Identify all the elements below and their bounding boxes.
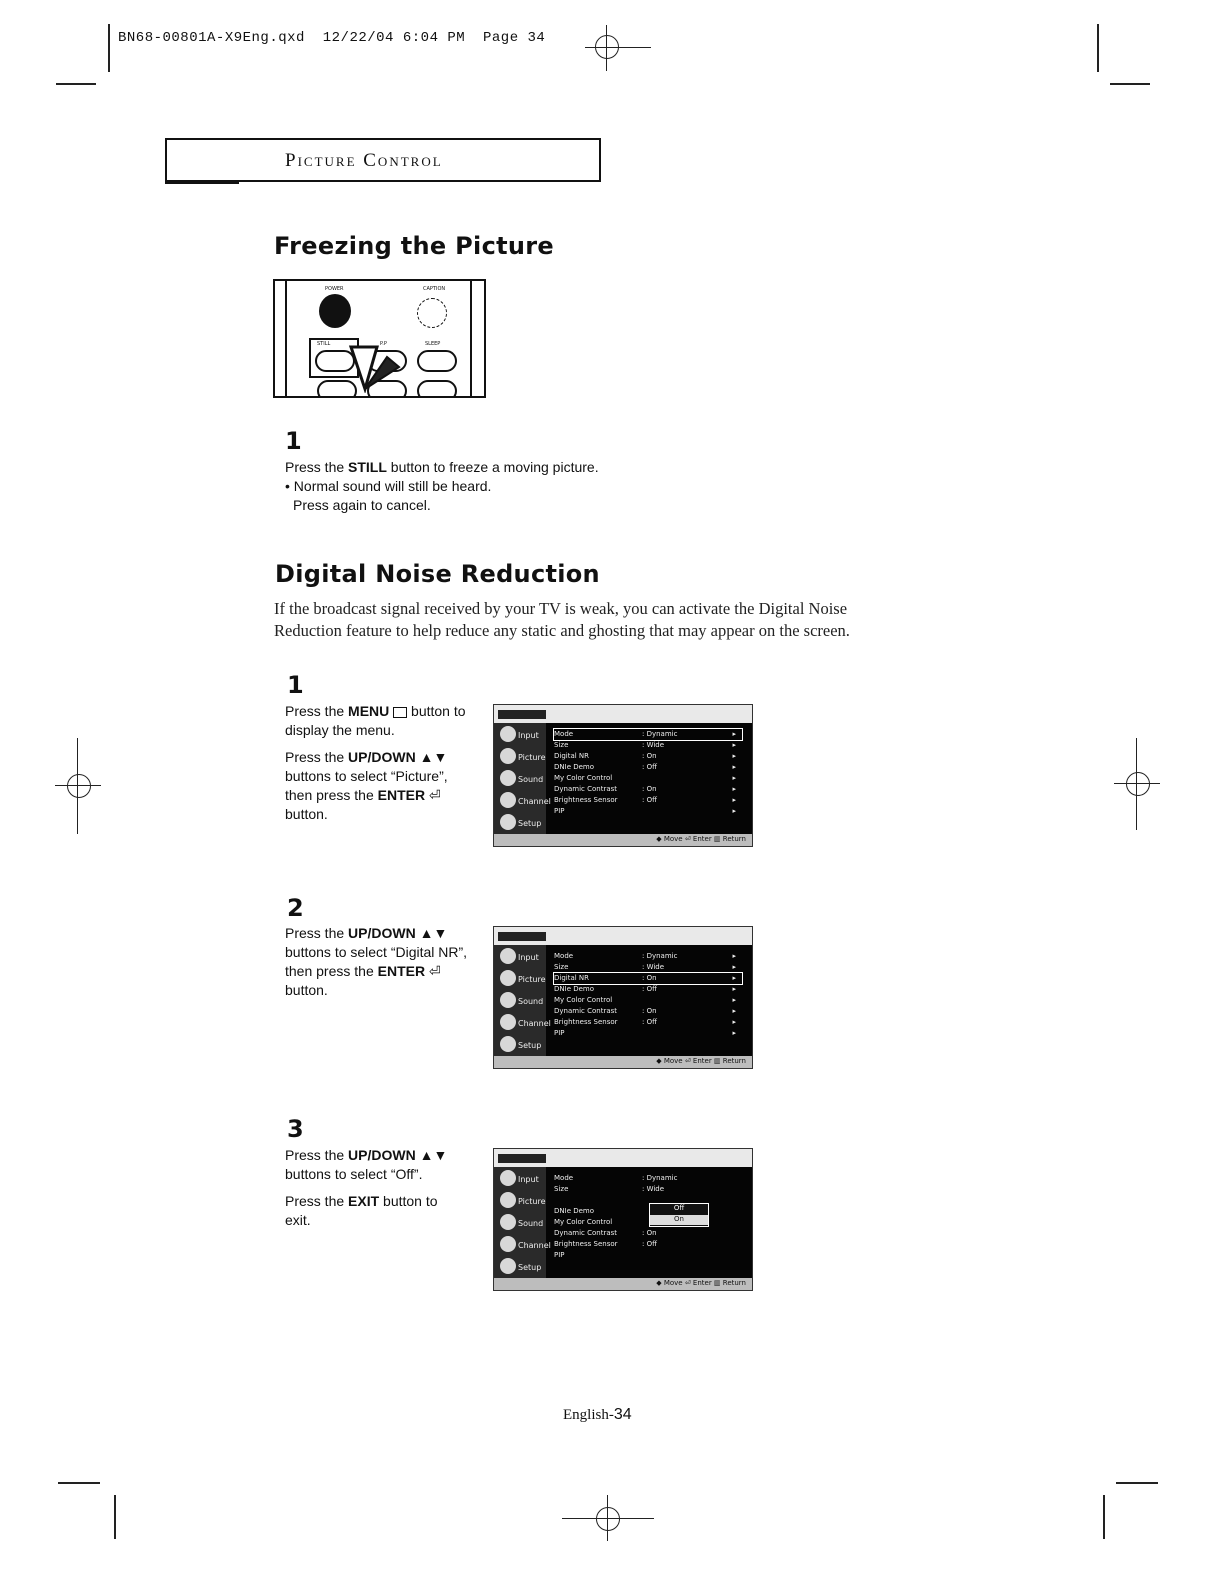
freeze-heading: Freezing the Picture — [274, 232, 554, 260]
crop-mark — [1110, 83, 1150, 85]
page-footer — [563, 1406, 632, 1424]
freeze-step-number: 1 — [285, 427, 302, 455]
footer-page-number: 34 — [613, 1406, 632, 1423]
footer-lang: English- — [563, 1407, 614, 1423]
dnr-intro-line1: If the broadcast signal received by your TV is weak, you can activate the Digital Noise — [274, 599, 848, 618]
crop-mark — [108, 24, 110, 72]
enter-icon: ⏎ — [425, 963, 441, 979]
registration-mark-top — [585, 25, 651, 71]
tv-menu-screenshot-1: Input Picture Sound Channel Setup Mode : Dynamic ▸ Size : Wide ▸ Digital NR : On ▸ DNIe Demo : Off ▸ My Color Control ▸ Dynamic Contrast : On ▸ Brightness Sensor : Off ▸ PIP ▸ ◆ Move ⏎ Enter ▥ Return — [493, 704, 753, 847]
remote-illustration — [273, 279, 486, 398]
crop-mark — [56, 83, 96, 85]
power-button — [319, 294, 351, 328]
section-title: Picture Control — [285, 150, 443, 171]
remote-label-pip: P.P — [380, 341, 387, 347]
dnr-step1-text: Press the MENU button to display the menu. Press the UP/DOWN ▲▼ buttons to select “Picture”, then press the ENTER ⏎ button. — [285, 703, 466, 822]
dnr-heading: Digital Noise Reduction — [275, 560, 600, 588]
dnr-intro — [274, 598, 974, 642]
remote-label-caption: CAPTION — [423, 286, 446, 292]
slug-file: BN68-00801A-X9Eng.qxd — [118, 30, 305, 46]
print-slug — [118, 30, 545, 46]
registration-mark-left — [55, 738, 101, 834]
slug-page: Page 34 — [483, 30, 546, 46]
remote-button — [417, 380, 457, 398]
remote-label-sleep: SLEEP — [425, 341, 441, 347]
freeze-step-line2: • Normal sound will still be heard. — [285, 478, 492, 494]
remote-label-power: POWER — [325, 286, 344, 292]
crop-mark — [1103, 1495, 1105, 1539]
dnr-step2-number: 2 — [287, 894, 304, 922]
freeze-step-line1: Press the STILL button to freeze a moving picture. — [285, 459, 599, 475]
section-header — [165, 138, 601, 182]
dnr-step3-number: 3 — [287, 1115, 304, 1143]
tv-menu-screenshot-3: Input Picture Sound Channel Setup Mode : Dynamic Size : Wide DNIe Demo My Color Control Dynamic Contrast : On Brightness Sensor : Off PIP Off On ◆ Move ⏎ Enter ▥ Return — [493, 1148, 753, 1291]
remote-label-still: STILL — [317, 341, 331, 347]
dnr-step1-number: 1 — [287, 671, 304, 699]
freeze-step-text — [285, 458, 705, 515]
digital-nr-popup: Off On — [649, 1203, 709, 1227]
crop-mark — [1116, 1482, 1158, 1484]
registration-mark-bottom — [562, 1495, 654, 1541]
hand-pointer-icon — [347, 343, 407, 393]
registration-mark-right — [1114, 738, 1160, 830]
enter-icon: ⏎ — [425, 787, 441, 803]
dnr-intro-line2: Reduction feature to help reduce any static and ghosting that may appear on the screen. — [274, 621, 850, 640]
crop-mark — [58, 1482, 100, 1484]
dnr-step3-text: Press the UP/DOWN ▲▼ buttons to select “Off”. Press the EXIT button to exit. — [285, 1147, 448, 1228]
menu-icon — [393, 707, 407, 718]
crop-mark — [1097, 24, 1099, 72]
crop-mark — [114, 1495, 116, 1539]
caption-button — [417, 298, 447, 328]
freeze-step-line3: Press again to cancel. — [293, 497, 431, 513]
dnr-step2-text: Press the UP/DOWN ▲▼ buttons to select “Digital NR”, then press the ENTER ⏎ button. — [285, 925, 468, 998]
tv-menu-screenshot-2: Input Picture Sound Channel Setup Mode : Dynamic ▸ Size : Wide ▸ Digital NR : On ▸ DNIe Demo : Off ▸ My Color Control ▸ Dynamic Contrast : On ▸ Brightness Sensor : Off ▸ PIP ▸ ◆ Move ⏎ Enter ▥ Return — [493, 926, 753, 1069]
sleep-button — [417, 350, 457, 372]
slug-date: 12/22/04 — [322, 30, 394, 46]
slug-time: 6:04 PM — [402, 30, 466, 46]
